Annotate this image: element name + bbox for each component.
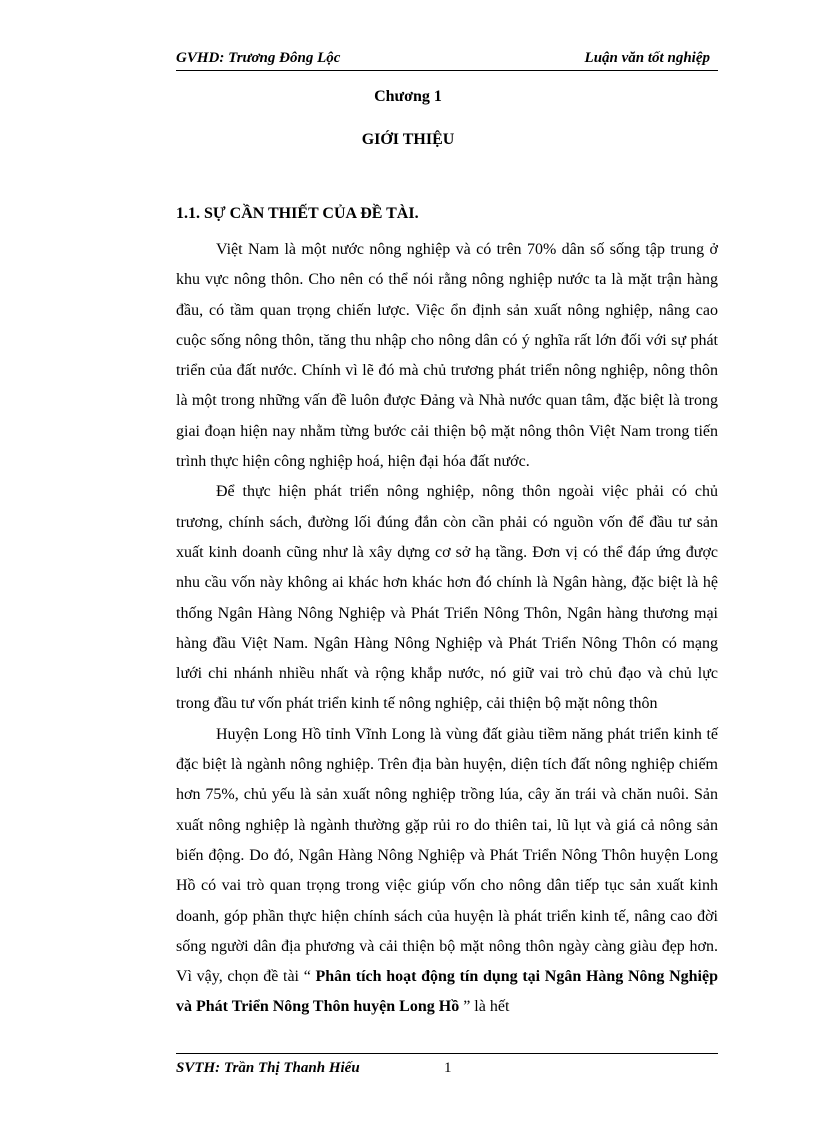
chapter-number: Chương 1: [374, 88, 442, 105]
paragraph: Để thực hiện phát triển nông nghiệp, nông thôn ngoài việc phải có chủ trương, chính sách, đường lối đúng đắn còn cần phải có nguồn vốn để đầu tư sản xuất kinh doanh cũng như là xây dựng cơ sở hạ tầng. Đơn vị có thể đáp ứng được nhu cầu vốn này không ai khác hơn khác hơn đó chính là Ngân hàng, đặc biệt là hệ thống Ngân Hàng Nông Nghiệp và Phát Triển Nông Thôn, Ngân hàng thương mại hàng đầu Việt Nam. Ngân Hàng Nông Nghiệp và Phát Triển Nông Thôn có mạng lưới chi nhánh nhiều nhất và rộng khắp nước, nó giữ vai trò chủ đạo và chủ lực trong đầu tư vốn phát triển kinh tế nông nghiệp, cải thiện bộ mặt nông thôn: [176, 483, 718, 713]
document-type-label: Luận văn tốt nghiệp: [584, 50, 710, 66]
chapter-title: GIỚI THIỆU: [361, 131, 455, 148]
paragraph-tail: ” là hết: [459, 998, 510, 1016]
thesis-title: Phân tích hoạt động tín dụng tại Ngân Hàng Nông Nghiệp và Phát Triển Nông Thôn huyện Long Hồ: [176, 968, 719, 1016]
paragraph: Việt Nam là một nước nông nghiệp và có trên 70% dân số sống tập trung ở khu vực nông thôn. Cho nên có thể nói rằng nông nghiệp nước ta là mặt trận hàng đầu, có tầm quan trọng chiến lược. Việc ổn định sản xuất nông nghiệp, nâng cao cuộc sống nông thôn, tăng thu nhập cho nông dân có ý nghĩa rất lớn đối với sự phát triển của đất nước. Chính vì lẽ đó mà chủ trương phát triển nông nghiệp, nông thôn là một trong những vấn đề luôn được Đảng và Nhà nước quan tâm, đặc biệt là trong giai đoạn hiện nay nhằm từng bước cải thiện bộ mặt nông thôn Việt Nam trong tiến trình thực hiện công nghiệp hoá, hiện đại hóa đất nước.: [176, 241, 718, 471]
body-text: [176, 235, 718, 1023]
student-name: SVTH: Trần Thị Thanh Hiếu: [176, 1060, 360, 1076]
advisor-label: GVHD: Trương Đông Lộc: [176, 50, 341, 66]
section-title: 1.1. SỰ CẦN THIẾT CỦA ĐỀ TÀI.: [176, 205, 419, 222]
paragraph-text: Huyện Long Hồ tỉnh Vĩnh Long là vùng đất giàu tiềm năng phát triển kinh tế đặc biệt là ngành nông nghiệp. Trên địa bàn huyện, diện tích đất nông nghiệp chiếm hơn 75%, chủ yếu là sản xuất nông nghiệp trồng lúa, cây ăn trái và chăn nuôi. Sản xuất nông nghiệp là ngành thường gặp rủi ro do thiên tai, lũ lụt và giá cả nông sản biến động. Do đó, Ngân Hàng Nông Nghiệp và Phát Triển Nông Thôn huyện Long Hồ có vai trò quan trọng trong việc giúp vốn cho nông dân tiếp tục sản xuất kinh doanh, góp phần thực hiện chính sách của huyện là phát triển kinh tế, nâng cao đời sống người dân địa phương và cải thiện bộ mặt nông thôn ngày càng giàu đẹp hơn. Vì vậy, chọn đề tài “: [176, 725, 718, 986]
page-header: [176, 50, 718, 71]
paragraph: [176, 720, 718, 1023]
page-footer: [176, 1053, 718, 1076]
page-number: 1: [444, 1060, 452, 1076]
